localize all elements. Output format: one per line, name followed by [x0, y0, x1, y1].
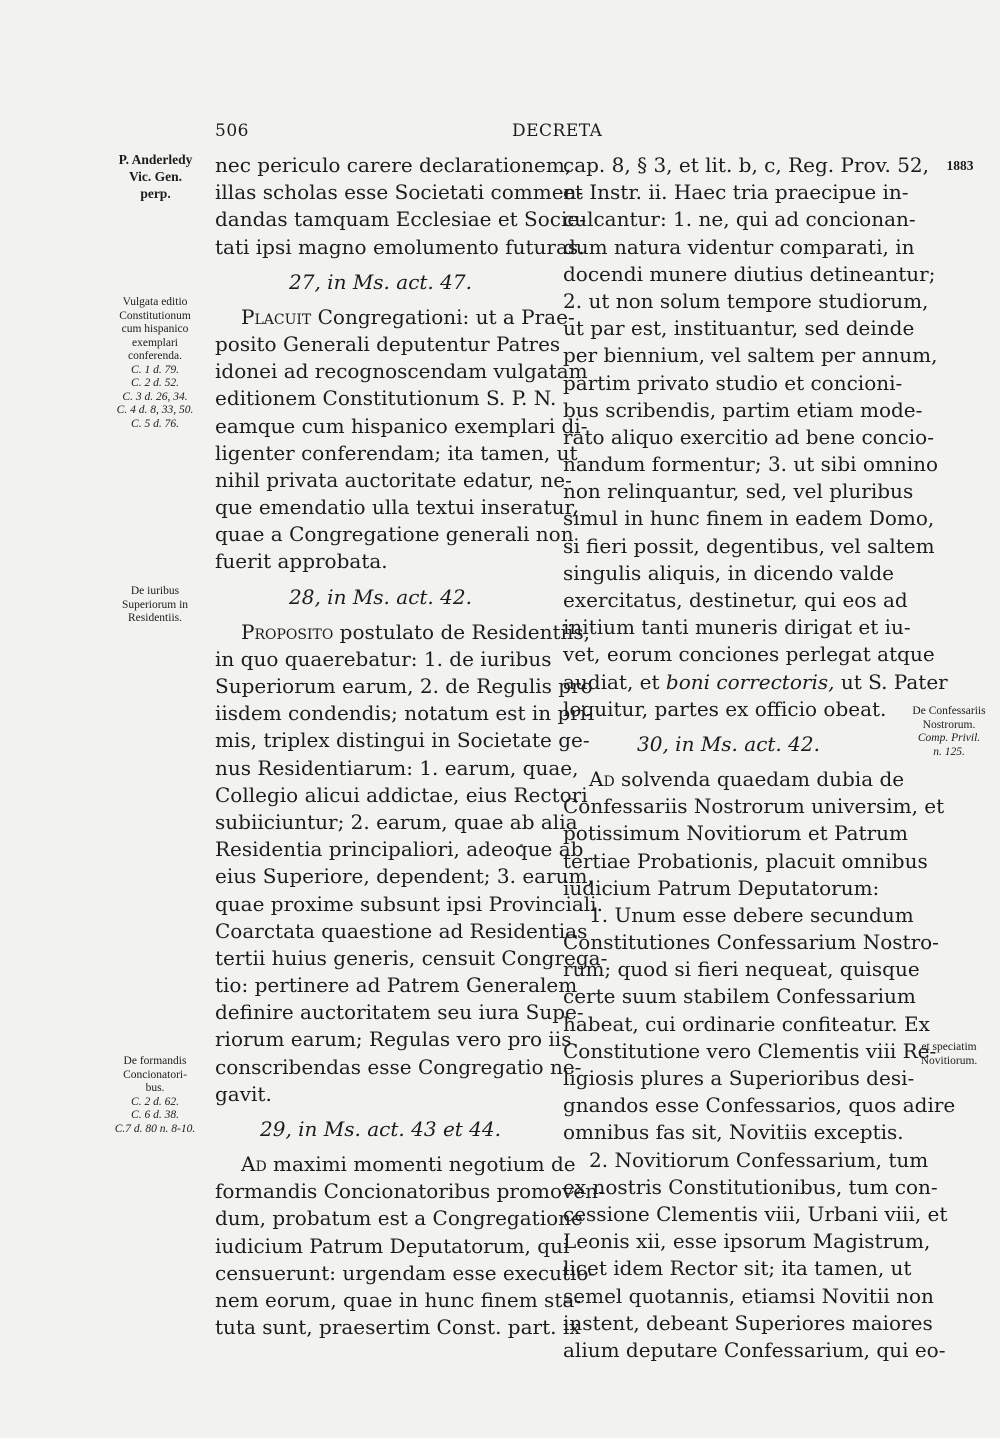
margin-note-vulgata: Vulgata editio Constitutionum cum hispanico exemplari conferenda. C. 1 d. 79. C. 2 d. 52. C. 3 d. 26, 34. C. 4 d. 8, 33, 50. C. 5 d. 76.: [116, 296, 194, 430]
decree-heading-29: 29, in Ms. act. 43 et 44.: [260, 1117, 501, 1141]
decree-30-text: Ad solvenda quaedam dubia de: [589, 766, 905, 791]
decree-30-item-1: 1. Unum esse debere secundum: [589, 902, 914, 927]
margin-year: 1883: [946, 158, 974, 173]
margin-note-novitiorum: et speciatim Novitiorum.: [920, 1041, 978, 1067]
running-title: DECRETA: [512, 121, 603, 141]
margin-author: P. Anderledy Vic. Gen. perp.: [118, 152, 193, 201]
text-column-left: nec periculo carere declarationem, illas scholas esse Societati commen- dandas tamquam Ecclesiae et Socie- tati ipsi magno emolumento futuras. 27, in Ms. act. 47. Placuit Congregationi: ut a Prae- posito Generali deputentur Patres idonei ad recognoscendam vulgatam editionem Constitutionum S. P. N. eamque cum hispanico exemplari di- ligenter conferendam; ita tamen, ut nihil privata auctoritate edatur, ne- que emendatio ulla textui inseratur, quae a Congregatione generali non fuerit approbata. 28, in Ms. act. 42. Proposito postulato de Residentiis, in quo quaerebatur: 1. de iuribus Superiorum earum, 2. de Regulis pro iisdem condendis; notatum est in pri- mis, triplex distingui in Societate ge- nus Residentiarum: 1. earum, quae, Collegio alicui addictae, eius Rectori subiiciuntur; 2. earum, quae ab alia Residentia principaliori, adeoque ab eius Superiore, dependent; 3. earum, quae proxime subsunt ipsi Provinciali. Coarctata quaestione ad Residentias tertii huius generis, censuit Congrega- tio: pertinere ad Patrem Generalem definire auctoritatem seu iura Supe- riorum earum; Regulas vero pro iis conscribendas esse Congregatio ne- gavit. 29, in Ms. act. 43 et 44. Ad maximi momenti negotium de formandis Concionatoribus promoven- dum, probatum est a Congregatione iudicium Patrum Deputatorum, qui censuerunt: urgendam esse executio- nem eorum, quae in hunc finem sta- tuta sunt, praesertim Const. part. ix: [215, 153, 608, 1340]
decree-28-text: Proposito postulato de Residentiis,: [241, 619, 590, 644]
decree-heading-27: 27, in Ms. act. 47.: [289, 269, 472, 294]
decree-heading-28: 28, in Ms. act. 42.: [289, 584, 472, 609]
text-column-right: cap. 8, § 3, et lit. b, c, Reg. Prov. 52, et Instr. ii. Haec tria praecipue in- culcantur: 1. ne, qui ad concionan- dum natura videntur comparati, in docendi munere diutius detineantur; 2. ut non solum tempore studiorum, ut par est, instituantur, sed deinde per biennium, vel saltem per annum, partim privato studio et concioni- bus scribendis, partim etiam mode- rato aliquo exercitio ad bene concio- nandum formentur; 3. ut sibi omnino non relinquantur, sed, vel pluribus simul in hunc finem in eadem Domo, si fieri possit, degentibus, vel saltem singulis aliquis, in dicendo valde exercitatus, destinetur, qui eos ad initium tanti muneris dirigat et iu- vet, eorum conciones perlegat atque audiat, et boni correctoris, ut S. Pater loquitur, partes ex officio obeat. 30, in Ms. act. 42. Ad solvenda quaedam dubia de Confessariis Nostrorum universim, et potissimum Novitiorum et Patrum tertiae Probationis, placuit omnibus iudicium Patrum Deputatorum: 1. Unum esse debere secundum Constitutiones Confessarium Nostro- rum; quod si fieri nequeat, quisque certe suum stabilem Confessarium habeat, cui ordinarie confiteatur. Ex Constitutione vero Clementis viii Re- ligiosis plures a Superioribus desi- gnandos esse Confessarios, quos adire omnibus fas sit, Novitiis exceptis. 2. Novitiorum Confessarium, tum ex nostris Constitutionibus, tum con- cessione Clementis viii, Urbani viii, et Leonis xii, esse ipsorum Magistrum, licet idem Rector sit; ita tamen, ut semel quotannis, etiamsi Novitii non instent, debeant Superiores maiores alium deputare Confessarium, qui eo-: [563, 153, 956, 1362]
italic-quote-line: audiat, et boni correctoris, ut S. Pater: [563, 669, 948, 694]
margin-note-confessariis: De Confessariis Nostrorum. Comp. Privil. n. 125.: [912, 705, 986, 758]
page-number: 506: [215, 121, 249, 141]
decree-29-text: Ad maximi momenti negotium de: [241, 1152, 576, 1176]
margin-note-concionatoribus: De formandis Concionatori- bus. C. 2 d. 62. C. 6 d. 38. C.7 d. 80 n. 8-10.: [114, 1055, 196, 1135]
decree-27-text: Placuit Congregationi: ut a Prae-: [241, 304, 575, 329]
decree-heading-30: 30, in Ms. act. 42.: [637, 731, 820, 756]
decree-30-item-2: 2. Novitiorum Confessarium, tum: [589, 1147, 929, 1172]
page-header: [0, 121, 1000, 145]
margin-note-iuribus: De iuribus Superiorum in Residentiis.: [121, 585, 189, 624]
